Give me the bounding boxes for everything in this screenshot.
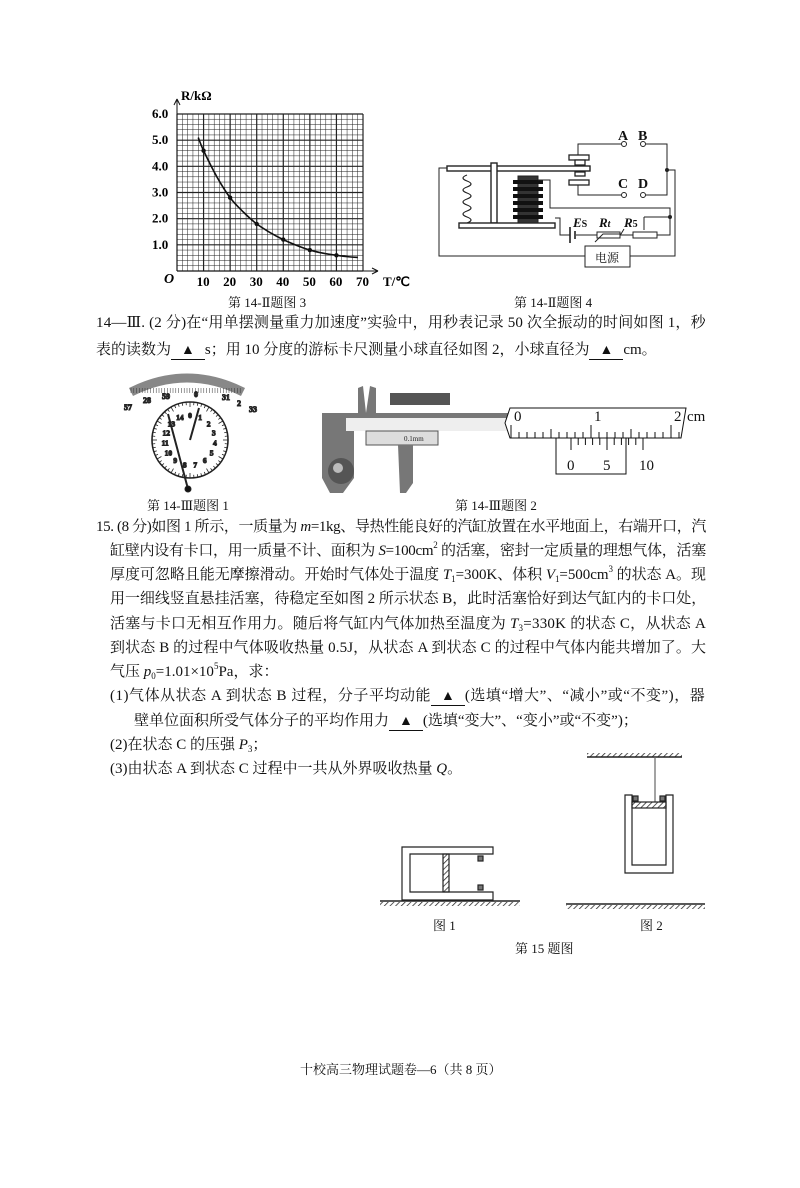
- vernier-caliper-figure: [318, 383, 508, 498]
- pivot-post: [491, 163, 497, 223]
- text-segment: 的活塞，密封一定质量的理想气体，活塞: [437, 543, 706, 559]
- text-segment: Pa，求：: [218, 664, 279, 680]
- text-segment: 缸壁内设有卡口，用一质量不计、面积为: [110, 543, 379, 559]
- terminal-b-label: B: [638, 129, 648, 144]
- x-tick-label: 50: [302, 274, 316, 289]
- text-line: [96, 340, 657, 360]
- text-line: [110, 541, 706, 561]
- text-segment: S: [378, 543, 386, 559]
- cylinder-figures: [370, 750, 710, 915]
- text-line: [110, 614, 706, 634]
- svg-text:ES: [572, 215, 588, 230]
- text-segment: =1kg、导热性能良好的汽缸放置在水平地面上，右端开口，汽: [310, 519, 707, 535]
- text-line: [110, 686, 705, 706]
- y-tick-label: 4.0: [152, 158, 169, 174]
- text-segment: (选填“增大”、“减小”或“不变”)，器: [464, 688, 706, 704]
- rt-label: R: [599, 215, 608, 230]
- inner-scale-label: 13: [167, 419, 176, 429]
- y-tick-label: 6.0: [152, 106, 169, 121]
- origin-label: O: [164, 272, 175, 287]
- data-point: [334, 253, 338, 257]
- inner-scale-label: 12: [162, 428, 170, 438]
- r5-label: R: [624, 215, 633, 230]
- text-segment: =1.01×10: [155, 664, 214, 680]
- text-segment: P: [238, 737, 248, 753]
- outer-scale-label: 28: [143, 396, 151, 405]
- y-tick-label: 1.0: [152, 236, 169, 252]
- text-line: [96, 517, 706, 537]
- inner-scale-label: 5: [209, 448, 214, 458]
- text-segment: T: [509, 616, 519, 632]
- answer-blank[interactable]: ▲: [589, 343, 623, 360]
- x-tick-label: 70: [356, 274, 369, 289]
- text-segment: =100cm: [385, 543, 434, 559]
- chart-svg: [150, 86, 410, 294]
- text-line: [110, 589, 706, 609]
- inner-scale-label: 3: [211, 428, 216, 438]
- caption-fig3: 第 14-Ⅱ题图 3: [228, 295, 307, 310]
- text-segment: s；用 10 分度的游标卡尺测量小球直径如图 2，小球直径为: [204, 342, 590, 358]
- inner-scale-label: 6: [202, 456, 207, 466]
- caption-fig-iii-1: 第 14-Ⅲ题图 1: [147, 498, 229, 513]
- text-segment: m: [300, 519, 311, 535]
- inner-scale-label: 4: [212, 438, 217, 448]
- es-label: E: [573, 215, 582, 230]
- stopwatch-figure: [124, 372, 257, 497]
- text-segment: 厚度可忽略且能无摩擦滑动。开始时气体处于温度: [110, 567, 443, 583]
- es-sub: S: [581, 219, 588, 230]
- unit-label: cm: [687, 409, 706, 425]
- y-tick-label: 2.0: [152, 210, 169, 226]
- text-segment: 14—Ⅲ. (2 分)在“用单摆测量重力加速度”实验中，用秒表记录 50 次全振动的时间如图 1，秒: [96, 315, 706, 331]
- caption-fig-iii-2: 第 14-Ⅲ题图 2: [455, 498, 537, 513]
- x-axis-label: T/℃: [383, 274, 410, 289]
- data-point: [255, 222, 259, 226]
- text-segment: 1: [451, 574, 456, 584]
- inner-scale-label: 8: [182, 460, 187, 470]
- outer-scale-label: 33: [249, 405, 257, 414]
- data-point: [281, 237, 285, 241]
- text-segment: (选填“变大”、“变小”或“不变”)；: [422, 713, 638, 729]
- text-segment: 1: [554, 574, 560, 584]
- terminal-d-label: D: [638, 177, 649, 192]
- cylinder-fig1: [380, 847, 520, 906]
- text-segment: V: [545, 567, 555, 583]
- inner-scale-label: 1: [198, 413, 203, 423]
- text-segment: 0: [151, 671, 156, 681]
- text-segment: (2)在状态 C 的压强: [110, 737, 239, 753]
- text-segment: 3: [608, 564, 613, 574]
- answer-blank[interactable]: ▲: [431, 689, 465, 706]
- text-line: [110, 662, 278, 682]
- inner-scale-label: 10: [164, 448, 173, 458]
- outer-scale-label: 31: [222, 393, 230, 402]
- main-scale-label: 1: [594, 409, 602, 425]
- page-footer: 十校高三物理试题卷—6（共 8 页）: [300, 1062, 502, 1077]
- x-tick-label: 60: [329, 274, 343, 289]
- text-segment: 壁单位面积所受气体分子的平均作用力: [134, 713, 390, 729]
- data-point: [201, 148, 205, 152]
- svg-text:Rt: [598, 215, 612, 230]
- relay-circuit-diagram: [425, 120, 685, 285]
- outer-scale-label: 59: [162, 392, 170, 401]
- answer-blank[interactable]: ▲: [171, 343, 205, 360]
- base-plate: [459, 223, 555, 228]
- text-segment: 5: [213, 661, 219, 671]
- answer-blank[interactable]: ▲: [389, 714, 423, 731]
- caption-fig4: 第 14-Ⅱ题图 4: [514, 295, 593, 310]
- inner-scale-label: 0: [188, 411, 192, 420]
- text-segment: 3: [247, 744, 253, 754]
- x-tick-label: 30: [249, 274, 263, 289]
- cylinder-fig2: [566, 753, 705, 909]
- rheostat-icon: [633, 232, 657, 238]
- inner-scale-label: 9: [173, 456, 178, 466]
- inner-scale-label: 7: [193, 460, 198, 470]
- rt-sub: t: [607, 219, 611, 230]
- r5-sub: 5: [632, 219, 638, 230]
- text-segment: 到状态 B 的过程中气体吸收热量 0.5J，从状态 A 到状态 C 的过程中气体内能共增加了。大: [110, 640, 707, 656]
- text-segment: 气压: [110, 664, 144, 680]
- x-tick-label: 10: [196, 274, 210, 289]
- inner-scale-label: 14: [176, 413, 184, 423]
- data-point: [308, 248, 312, 252]
- y-tick-label: 3.0: [152, 184, 169, 200]
- vernier-label: 0: [567, 458, 575, 474]
- text-segment: (3)由状态 A 到状态 C 过程中一共从外界吸收热量: [110, 761, 437, 777]
- text-segment: 活塞与卡口无相互作用力。随后将气缸内气体加热至温度为: [110, 616, 510, 632]
- vernier-scale-detail: [505, 405, 710, 485]
- text-segment: =300K、体积: [455, 567, 546, 583]
- x-tick-label: 20: [223, 274, 237, 289]
- text-segment: =500cm: [559, 567, 609, 583]
- vernier-label: 10: [639, 458, 654, 474]
- text-segment: (1)气体从状态 A 到状态 B 过程，分子平均动能: [110, 688, 432, 704]
- text-segment: ；: [252, 737, 268, 753]
- outer-scale-label: 2: [237, 399, 241, 408]
- outer-scale-label: 57: [124, 403, 132, 412]
- caliper-precision-label: 0.1mm: [404, 435, 424, 443]
- text-segment: 3: [518, 623, 524, 633]
- x-tick-label: 40: [276, 274, 290, 289]
- text-segment: 的状态 A。现: [612, 567, 706, 583]
- text-segment: 用一细线竖直悬挂活塞，待稳定至如图 2 所示状态 B，此时活塞恰好到达气缸内的卡口处，: [110, 591, 707, 607]
- text-line: [96, 313, 706, 333]
- svg-text:R5: [623, 215, 638, 230]
- text-segment: cm。: [623, 342, 657, 358]
- power-supply-label: 电源: [595, 251, 620, 265]
- text-segment: 表的读数为: [96, 342, 172, 358]
- caption-fig15: 第 15 题图: [515, 941, 574, 956]
- text-segment: p: [143, 664, 152, 680]
- inner-scale-label: 11: [161, 438, 169, 448]
- main-scale-label: 2: [674, 409, 682, 425]
- text-line: [110, 638, 706, 658]
- y-axis-label: R/kΩ: [181, 88, 212, 103]
- text-segment: T: [442, 567, 452, 583]
- main-scale-label: 0: [514, 409, 522, 425]
- second-hand-tip: [185, 486, 191, 492]
- text-line: [134, 711, 638, 731]
- caption-fig15-1: 图 1: [433, 918, 456, 933]
- outer-scale-label: 0: [194, 390, 198, 399]
- text-line: [110, 735, 267, 755]
- y-tick-label: 5.0: [152, 132, 169, 148]
- inner-scale-label: 2: [206, 419, 211, 429]
- terminal-c-label: C: [618, 177, 629, 192]
- text-segment: 。: [447, 761, 463, 777]
- text-segment: Q: [436, 761, 448, 777]
- terminal-a-label: A: [618, 129, 629, 144]
- text-segment: 2: [433, 540, 438, 550]
- text-line: [110, 565, 706, 585]
- vernier-label: 5: [603, 458, 611, 474]
- electromagnet-coil-icon: [513, 176, 543, 223]
- caption-fig15-2: 图 2: [640, 918, 663, 933]
- text-segment: 15. (8 分)如图 1 所示，一质量为: [96, 519, 301, 535]
- lever-arm: [447, 166, 590, 171]
- resistance-temperature-chart: [150, 86, 410, 294]
- spring-icon: [463, 175, 471, 223]
- text-segment: =330K 的状态 C，从状态 A: [523, 616, 707, 632]
- data-point: [228, 196, 232, 200]
